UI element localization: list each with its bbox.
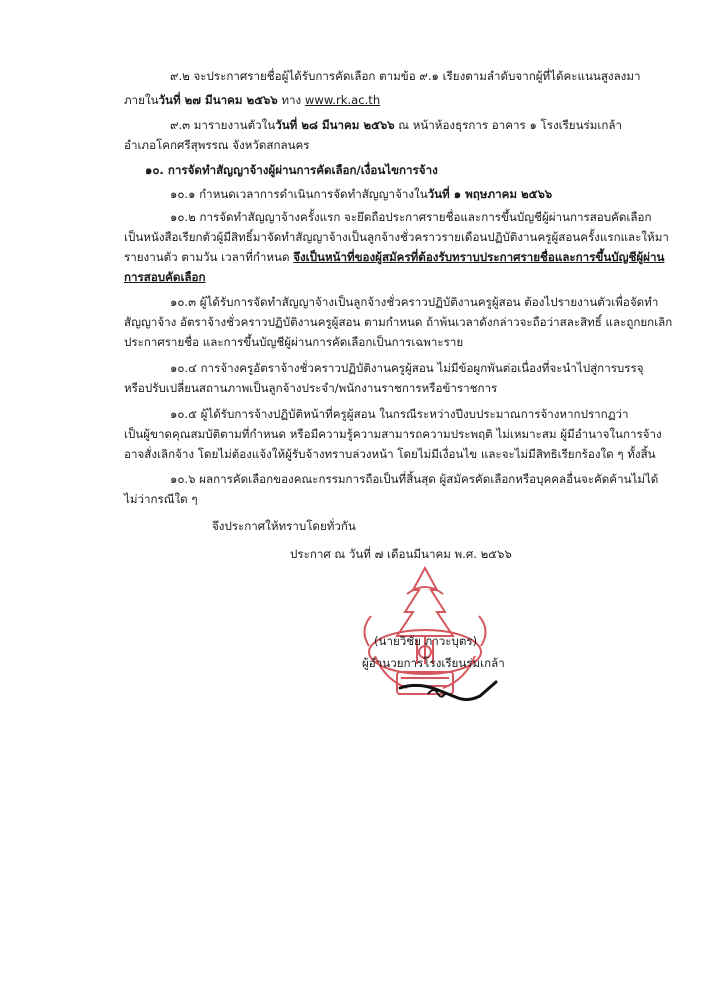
p103-line3: ประกาศรายชื่อ และการขึ้นบัญชีผู้ผ่านการคัดเลือกเป็นการเฉพาะราย: [124, 335, 464, 349]
p103-line2: สัญญาจ้าง อัตราจ้างชั่วคราวปฏิบัติงานครูผู้สอน ตามกำหนด ถ้าพ้นเวลาดังกล่าวจะถือว่าสละสิทธิ์ และถูกยกเลิก: [124, 315, 673, 329]
p106-line2: ไม่ว่ากรณีใด ๆ: [124, 492, 198, 506]
p102-line3-emph: จึงเป็นหน้าที่ของผู้สมัครที่ต้องรับทราบประกาศรายชื่อและการขึ้นบัญชีผู้ผ่าน: [293, 250, 665, 264]
handwritten-signature-icon: [398, 676, 498, 706]
p102-line3-pre: รายงานตัว ตามวัน เวลาที่กำหนด: [124, 250, 294, 264]
p101-date: วันที่ ๑ พฤษภาคม ๒๕๖๖: [427, 187, 553, 201]
p105-line2: เป็นผู้ขาดคุณสมบัติตามที่กำหนด หรือมีความรู้ความสามารถความประพฤติ ไม่เหมาะสม ผู้มีอำนาจในการจ้าง: [124, 427, 662, 441]
p102-line3: [124, 249, 664, 265]
p102-line2: เป็นหนังสือเรียกตัวผู้มีสิทธิ์มาจัดทำสัญญาจ้างเป็นลูกจ้างชั่วคราวรายเดือนปฏิบัติงานครูผู้สอนครั้งแรกและให้มา: [124, 230, 669, 244]
signer-name: (นายวิชัย ภาวะบุตร): [374, 634, 478, 648]
p92-pre: ภายใน: [124, 93, 159, 107]
closing-statement: จึงประกาศให้ทราบโดยทั่วกัน: [212, 519, 356, 533]
p93-post: ณ หน้าห้องธุรการ อาคาร ๑ โรงเรียนร่มเกล้า: [394, 118, 622, 132]
section-10-heading: ๑๐. การจัดทำสัญญาจ้างผู้ผ่านการคัดเลือก/เงื่อนไขการจ้าง: [145, 163, 438, 177]
p93-date: วันที่ ๒๘ มีนาคม ๒๕๖๖: [275, 118, 395, 132]
p92-mid: ทาง: [277, 93, 305, 107]
p93-line1: [170, 117, 622, 133]
p106-line1: ๑๐.๖ ผลการคัดเลือกของคณะกรรมการถือเป็นที่สิ้นสุด ผู้สมัครคัดเลือกหรือบุคคลอื่นจะคัดค้านไม่ได้: [170, 472, 659, 486]
p104-line1: ๑๐.๔ การจ้างครูอัตราจ้างชั่วคราวปฏิบัติงานครูผู้สอน ไม่มีข้อผูกพันต่อเนื่องที่จะนำไปสู่การบรรจุ: [170, 361, 644, 375]
p101-pre: ๑๐.๑ กำหนดเวลาการดำเนินการจัดทำสัญญาจ้างใน: [170, 187, 428, 201]
p105-line3: อาจสั่งเลิกจ้าง โดยไม่ต้องแจ้งให้ผู้รับจ้างทราบล่วงหน้า โดยไม่มีเงื่อนไข และจะไม่มีสิทธิเรียกร้องใด ๆ ทั้งสิ้น: [124, 447, 656, 461]
p105-line1: ๑๐.๕ ผู้ได้รับการจ้างปฏิบัติหน้าที่ครูผู้สอน ในกรณีระหว่างปีงบประมาณการจ้างหากปรากฏว่า: [170, 407, 629, 421]
p101-line1: [170, 186, 552, 202]
p92-line2: [124, 92, 380, 108]
announcement-date: ประกาศ ณ วันที่ ๗ เดือนมีนาคม พ.ศ. ๒๕๖๖: [290, 547, 512, 561]
p93-line2: อำเภอโคกศรีสุพรรณ จังหวัดสกลนคร: [124, 138, 310, 152]
p93-pre: ๙.๓ มารายงานตัวใน: [170, 118, 276, 132]
p102-line4: การสอบคัดเลือก: [124, 270, 206, 284]
p103-line1: ๑๐.๓ ผู้ได้รับการจัดทำสัญญาจ้างเป็นลูกจ้างชั่วคราวปฏิบัติงานครูผู้สอน ต้องไปรายงานตัวเพื่อจัดทำ: [170, 295, 659, 309]
p92-line1: ๙.๒ จะประกาศรายชื่อผู้ได้รับการคัดเลือก ตามข้อ ๙.๑ เรียงตามลำดับจากผู้ที่ได้คะแนนสูงลงมา: [170, 69, 641, 83]
p102-line1: ๑๐.๒ การจัดทำสัญญาจ้างครั้งแรก จะยึดถือประกาศรายชื่อและการขึ้นบัญชีผู้ผ่านการสอบคัดเลือก: [170, 210, 652, 224]
website-link[interactable]: www.rk.ac.th: [304, 93, 381, 107]
p92-date: วันที่ ๒๗ มีนาคม ๒๕๖๖: [158, 93, 278, 107]
signer-title: ผู้อำนวยการโรงเรียนร่มเกล้า: [362, 656, 505, 670]
p104-line2: หรือปรับเปลี่ยนสถานภาพเป็นลูกจ้างประจำ/พนักงานราชการหรือข้าราชการ: [124, 381, 498, 395]
